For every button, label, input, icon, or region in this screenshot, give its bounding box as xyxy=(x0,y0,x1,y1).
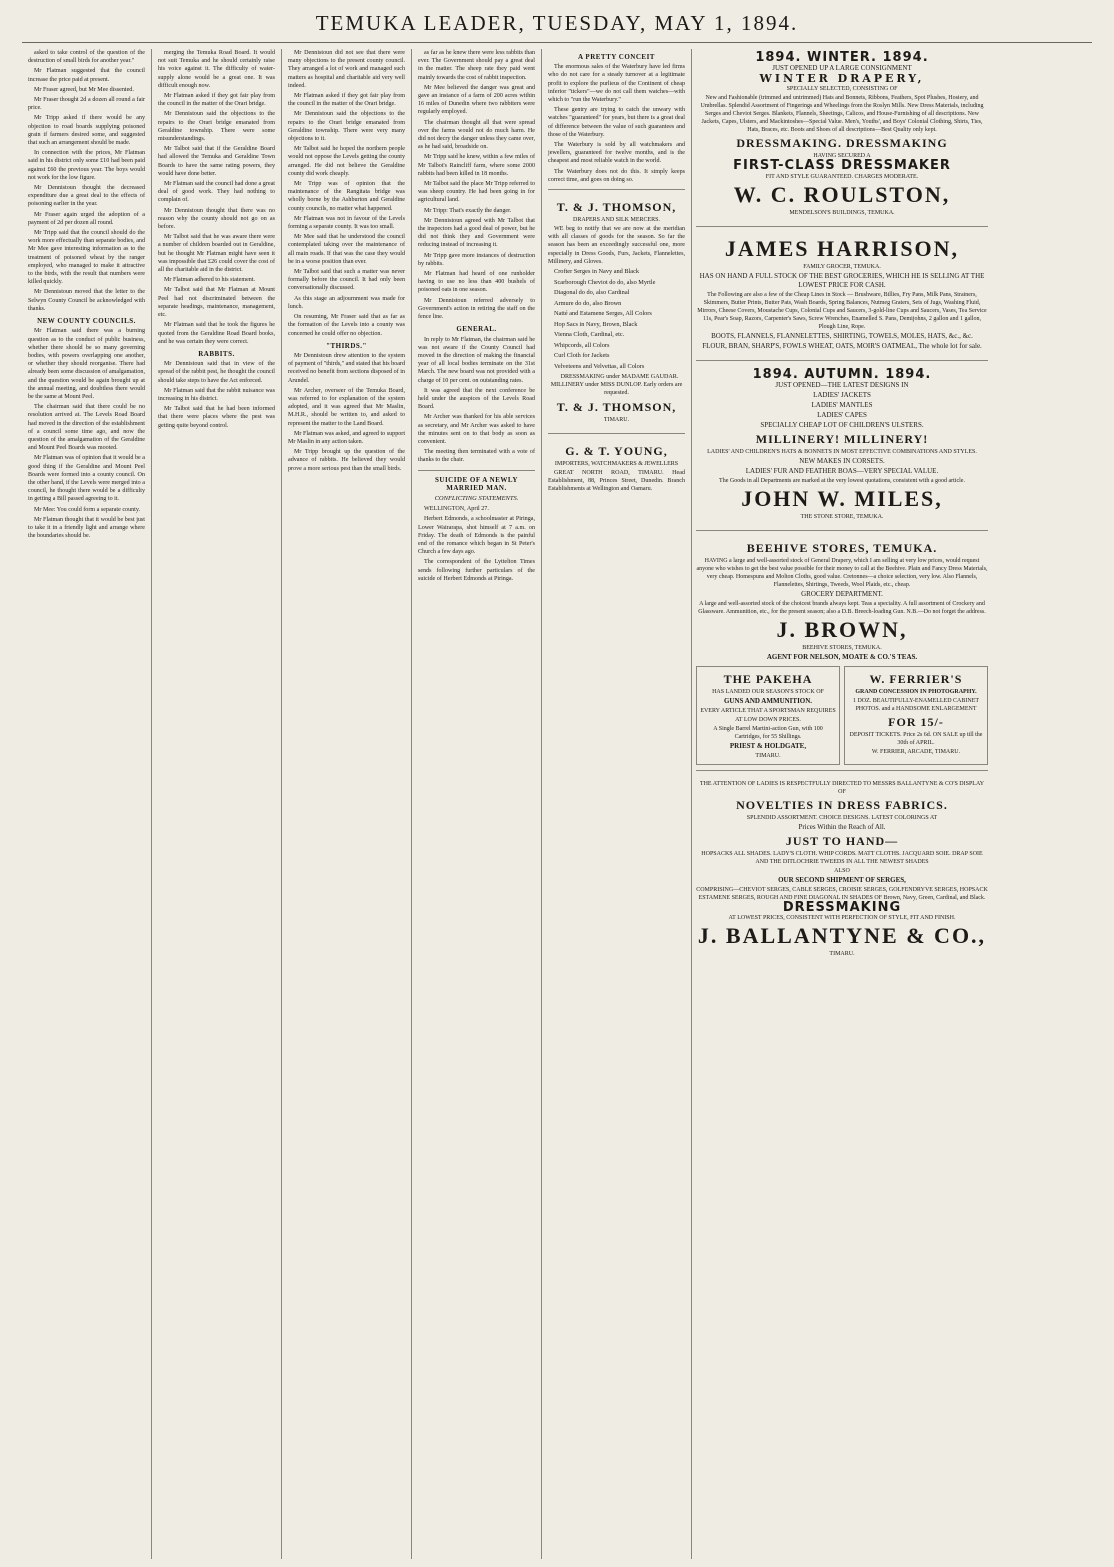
ferrier-sub: GRAND CONCESSION IN PHOTOGRAPHY. xyxy=(855,688,977,695)
col3b-body xyxy=(288,352,405,473)
paragraph: Whipcords, all Colors xyxy=(554,341,610,349)
autumn-lead: JUST OPENED—THE LATEST DESIGNS IN xyxy=(775,380,909,389)
hand-body: HOPSACKS ALL SHADES. LADY'S CLOTH. WHIP CORDS. MATT CLOTHS. JACQUARD SOIE. DRAP SOIE AND THE DITLOCHRIE TWEEDS IN ALL THE NEWEST SHADES xyxy=(701,850,983,865)
col4-subheading: CONFLICTING STATEMENTS. xyxy=(434,494,519,502)
paragraph: The Waterbury does not do this. It simply keeps correct time, and goes on doing so. xyxy=(548,168,685,183)
col1-body xyxy=(28,49,145,313)
col2-heading: RABBITS. xyxy=(198,349,235,358)
paragraph: Mr Tripp gave more instances of destruction by rabbits. xyxy=(418,252,535,267)
paragraph: In reply to Mr Flatman, the chairman said he was not aware if the County Council had moved in the direction of making the financial year of all local bodies terminate on the 31st March. The new board was not provided with a charge of 10 per cent. on outstanding rates. xyxy=(418,336,535,384)
paragraph: The chairman thought all that were spread over the farms would not do much harm. He did not decry the danger unless they came over, as he had said, broadside on. xyxy=(418,119,535,151)
paragraph: The Waterbury is sold by all watchmakers and jewellers, guaranteed for twelve months, and is the cheapest and most reliable watch in the world. xyxy=(548,142,685,165)
ferrier-deposit: DEPOSIT TICKETS. Price 2s 6d. ON SALE up till the 30th of APRIL. xyxy=(849,731,983,746)
paragraph: asked to take control of the question of the destruction of small birds for another year." xyxy=(28,50,145,65)
beehive-title: BEEHIVE STORES, TEMUKA. xyxy=(746,540,938,555)
paragraph: Mr Dennistoun agreed with Mr Talbot that the inspectors had a good deal of power, but he did not think they and Government were reducing instead of increasing it. xyxy=(418,217,535,249)
col4-heading: GENERAL. xyxy=(456,325,497,334)
paragraph: Mr Tripp asked if there would be any objection to road boards supplying poisoned grain if farmers desired some, and suggested that such an arrangement should be made. xyxy=(28,115,145,147)
young-ad xyxy=(548,439,685,499)
news-column-1 xyxy=(22,49,152,1559)
divider xyxy=(696,360,988,361)
paragraph: Mr Fraser agreed, but Mr Mee dissented. xyxy=(34,86,134,93)
divider xyxy=(696,226,988,227)
news-column-5 xyxy=(542,49,692,1559)
ferrier-sign: W. FERRIER, ARCADE, TIMARU. xyxy=(871,748,961,755)
corsets-line: NEW MAKES IN CORSETS. xyxy=(799,456,885,465)
dressmaking-sub: HAVING SECURED A xyxy=(813,153,871,160)
news-column-3 xyxy=(282,49,412,1559)
paragraph: Mr Dennistoun said the objections to the repairs to the Orari bridge emanated from Geraldine township. There were very many objections to it. xyxy=(288,111,405,143)
pakeha-guns: GUNS AND AMMUNITION. xyxy=(723,696,813,705)
ballantyne-title: NOVELTIES IN DRESS FABRICS. xyxy=(736,797,948,812)
paragraph: Mr Dennistoun moved that the letter to the Selwyn County Council be acknowledged with thanks. xyxy=(28,289,145,312)
paragraph: Scarborough Cheviot do do, also Myrtle xyxy=(554,278,656,286)
paragraph: Mr Archer, overseer of the Temuka Board, was referred to for explanation of the system adopted, and it was agreed that Mr Maslin, M.H.R., should be written to, and asked to represent the matter to the Land Board. xyxy=(288,387,405,427)
paragraph: Mr Tripp: That's exactly the danger. xyxy=(424,207,512,214)
paragraph: Mr Talbot said that such a matter was never formally before the council. It had only been conversationally discussed. xyxy=(288,269,405,292)
paragraph: The correspondent of the Lyttelton Times sends following further particulars of the suicide of Herbert Edmonds at Piringa. xyxy=(418,559,535,582)
col3-heading: "THIRDS." xyxy=(326,341,367,350)
paragraph: Mr Dennistoun thought that there was no reason why the county should not go on as before. xyxy=(158,207,275,231)
thomson-sub-2: TIMARU. xyxy=(603,416,630,423)
pakeha-ferrier-row xyxy=(696,666,988,765)
ballantyne-ad xyxy=(696,776,988,962)
paragraph: Mr Flatman was of opinion that it would be a good thing if the Geraldine and Mount Peel Boards were formed into a county council. On the other hand, if the Levels were merged into a council, he thought there would be a difficulty in getting a Bill passed agreeing to it. xyxy=(28,455,145,503)
ballantyne-sub: SPLENDID ASSORTMENT. CHOICE DESIGNS. LATEST COLORINGS AT xyxy=(746,814,938,821)
masthead: TEMUKA LEADER, TUESDAY, MAY 1, 1894. xyxy=(22,10,1092,43)
paragraph: The enormous sales of the Waterbury have led firms who do not care for a steady turnover at a legitimate profit to explore the purlieus of the Continent of cheap inferior "tickers"—we do not call them watches—with which to "run the Waterbury." xyxy=(548,64,685,104)
ferrier-price: FOR 15/- xyxy=(888,714,944,729)
grocery-title: GROCERY DEPARTMENT. xyxy=(801,589,883,598)
col2-body xyxy=(158,49,275,346)
paragraph: Mr Archer was thanked for his able services as secretary, and Mr Archer was asked to have the minutes sent on to that body as soon as convenient. xyxy=(418,414,535,445)
dressmaker-banner: FIRST-CLASS DRESSMAKER xyxy=(733,158,951,174)
just-to-hand: JUST TO HAND— xyxy=(785,833,899,848)
paragraph: Herbert Edmonds, a schoolmaster at Piringa, Lower Wairarapa, shot himself at 7 a.m. on Friday. The death of Edmonds is the painful end of the romance which began in St Peter's Church a few days ago. xyxy=(418,516,535,556)
ballantyne-prices: Prices Within the Reach of All. xyxy=(798,822,886,831)
divider xyxy=(548,189,685,190)
paragraph: On resuming, Mr Fraser said that as far as the formation of the Levels into a county was concerned he could offer no objection. xyxy=(288,314,405,337)
ballantyne-lead: THE ATTENTION OF LADIES IS RESPECTFULLY DIRECTED TO MESSRS BALLANTYNE & CO'S DISPLAY OF xyxy=(699,780,985,795)
paragraph: SPECIALLY CHEAP LOT OF CHILDREN'S ULSTERS. xyxy=(760,420,924,429)
young-title: G. & T. YOUNG, xyxy=(565,443,668,458)
roulston-address: MENDELSON'S BUILDINGS, TEMUKA. xyxy=(789,209,895,216)
paragraph: Mr Flatman suggested that the council increase the price paid at present. xyxy=(28,68,145,83)
young-sub: IMPORTERS, WATCHMAKERS & JEWELLERS xyxy=(554,460,679,467)
thomson-dressmaking: DRESSMAKING under MADAME GAUDAR. MILLINERY under MISS DUNLOP. Early orders are requested. xyxy=(550,374,683,397)
news-column-4 xyxy=(412,49,542,1559)
paragraph: Mr Tripp was of opinion that the maintenance of the Rangitata bridge was wholly borne by the Ashburton and Geraldine county councils, no matter what happened. xyxy=(288,181,405,212)
paragraph: Mr Flatman was not in favour of the Levels forming a separate county. It was too small. xyxy=(288,215,405,231)
divider xyxy=(418,470,535,471)
divider xyxy=(548,433,685,434)
millinery-title: MILLINERY! MILLINERY! xyxy=(755,431,929,446)
winter-lead: JUST OPENED UP A LARGE CONSIGNMENT xyxy=(772,64,912,73)
ballantyne-name: J. BALLANTYNE & CO., xyxy=(697,923,987,949)
harrison-sub: FAMILY GROCER, TEMUKA. xyxy=(803,263,881,270)
paragraph: Diagonal do do, also Cardinal xyxy=(554,289,630,297)
divider xyxy=(696,530,988,531)
paragraph: LADIES' JACKETS xyxy=(813,390,871,399)
grocery-body: A large and well-assorted stock of the choicest brands always kept. Teas a speciality. A full assortment of Crockery and Glassware. Ammunition, etc., for the present season; also a D.B. Breech-loading Gun. N.B.—Do not forget the address. xyxy=(698,600,986,615)
thomson-title-2: T. & J. THOMSON, xyxy=(556,399,677,414)
miles-sub: THE STONE STORE, TEMUKA. xyxy=(800,513,884,520)
pakeha-rifle: A Single Barrel Martini-action Gun, with 100 Cartridges, for 55 Shillings. xyxy=(713,725,823,740)
col1b-body xyxy=(28,327,145,540)
paragraph: Natté and Estamene Serges, All Colors xyxy=(554,310,652,318)
pakeha-every: EVERY ARTICLE THAT A SPORTSMAN REQUIRES xyxy=(700,707,836,714)
brown-sub: BEEHIVE STORES, TEMUKA. xyxy=(802,644,882,651)
priest-address: TIMARU. xyxy=(755,752,781,759)
serges-body: COMPRISING—CHEVIOT SERGES, CABLE SERGES, CROISIE SERGES, GOLFENDRYVE SERGES, HOPSACK ESTAMENE SERGES, ROUGH AND FINE DIAGONAL IN SHADES OF Brown, Navy, Green, Cardinal, and Black. xyxy=(696,886,988,901)
thomson-ad xyxy=(548,195,685,428)
dressmaking-title: DRESSMAKING. DRESSMAKING xyxy=(736,136,948,151)
paragraph: Vienna Cloth, Cardinal, etc. xyxy=(554,331,625,339)
paragraph: Mr Talbot said the place Mr Tripp referred to was sheep country. He had been going in for agricultural land. xyxy=(418,181,535,204)
paragraph: merging the Temuka Road Board. It would not suit Temuka and he should certainly raise his voice against it. The difficulty of water-supply alone would be a great one. It was difficult enough now. xyxy=(158,50,275,89)
beehive-ad xyxy=(696,536,988,666)
paragraph: Mr Flatman thought that it would be best just to take it in a friendly light and arrange where the boundaries should be. xyxy=(28,516,145,540)
also-label: ALSO xyxy=(834,867,850,874)
paragraph: Mr Talbot said that he had been informed that there were places where the pest was getting quite beyond control. xyxy=(158,406,275,429)
paragraph: WELLINGTON, April 27. xyxy=(424,506,489,513)
autumn-header: 1894. AUTUMN. 1894. xyxy=(752,366,932,382)
paragraph: It was agreed that the next conference be held under the auspices of the Levels Road Board. xyxy=(418,387,535,411)
harrison-ad xyxy=(696,232,988,355)
paragraph: Mr Talbot said that he was aware there were a number of children boarded out in Geraldine, but he thought Mr Flatman might have seen it was impossible that £26 could cover the cost of all the charitable aid in the district. xyxy=(158,234,275,274)
thomson-sub: DRAPERS AND SILK MERCERS. xyxy=(572,217,661,224)
paragraph: Mr Flatman asked if they got fair play from the council in the matter of the Orari bridge. xyxy=(288,93,405,108)
paragraph: Mr Flatman asked if they got fair play from the council in the matter of the Orari bridge. xyxy=(158,93,275,108)
beehive-body: HAVING a large and well-assorted stock of General Drapery, which I am selling at very low prices, would request anyone who wishes to get the best value possible for their money to call at the Beehive. Plain and Fancy Dress Materials, very cheap. Homespuns and Molton Cloths, good value. Cretonnes—a choice selection, very low. Also Flannels, Flannelettes, Shirtings, Tweeds, Wool Plaids, etc., cheap. xyxy=(696,557,988,588)
col4c-body xyxy=(418,505,535,583)
paragraph: Mr Fraser thought 2d a dozen all round a fair price. xyxy=(28,97,145,112)
thomson-body: WE beg to notify that we are now at the meridian with all classes of goods for the season. So far the season has been an exceedingly successful one, more especially in Dress Goods, Furs, Jackets, Flannelettes, Millinery, and Gloves. xyxy=(548,226,685,265)
paragraph: Mr Mee believed the danger was great and gave an instance of a farm of 200 acres within 16 miles of Dunedin where two rabbiters were regularly employed. xyxy=(418,84,535,116)
dressmaking-fit: FIT AND STYLE GUARANTEED. CHARGES MODERATE. xyxy=(765,173,919,180)
paragraph: Mr Talbot said that Mr Flatman at Mount Peel had not discriminated between the separate headings, maintenance, management, etc. xyxy=(158,287,275,319)
ferrier-body: 1 DOZ. BEAUTIFULLY-ENAMELLED CABINET PHOTOS. and a HANDSOME ENLARGEMENT xyxy=(852,697,980,712)
autumn-lines xyxy=(696,391,988,430)
serges-title: OUR SECOND SHIPMENT OF SERGES, xyxy=(778,875,906,884)
winter-ad xyxy=(696,49,988,221)
col5-heading: A PRETTY CONCEIT xyxy=(578,53,655,61)
goods-note: The Goods in all Departments are marked at the very lowest quotations, consistent with a good article. xyxy=(719,477,965,484)
paragraph: Velveteens and Velvettas, all Colors xyxy=(554,362,645,370)
paragraph: The meeting then terminated with a vote of thanks to the chair. xyxy=(418,449,535,464)
paragraph: Mr Mee said that he understood the council contemplated taking over the maintenance of all main roads. If that was the case they would be in a worse position than ever. xyxy=(288,234,405,265)
paragraph: Mr Dennistoun did not see that there were many objections to the present county council. They arranged a lot of work and managed such matters as hospital and charitable aid very well indeed. xyxy=(288,50,405,89)
paragraph: Mr Flatman said the council had done a great deal of good work. They had nothing to complain of. xyxy=(158,181,275,204)
paragraph: Mr Fraser again urged the adoption of a payment of 2d per dozen all round. xyxy=(28,211,145,226)
paragraph: as far as he knew there were less rabbits than ever. The Government should pay a great deal in the matter. The sheep rate they paid went mainly towards the cost of rabbit inspection. xyxy=(418,50,535,81)
millinery-body: LADIES' AND CHILDREN'S HATS & BONNETS IN MOST EFFECTIVE COMBINATIONS AND STYLES. xyxy=(707,448,977,455)
autumn-ad xyxy=(696,366,988,525)
paragraph: Mr Dennistoun said the objections to the repairs to the Orari bridge emanated from Geraldine township. There were some misunderstandings. xyxy=(158,111,275,143)
paragraph: Hop Sacs in Navy, Brown, Black xyxy=(554,320,638,328)
paragraph: Mr Tripp said he knew, within a few miles of Mr Talbot's Raincliff farm, where some 2000 rabbits had been killed in 18 months. xyxy=(418,154,535,177)
paragraph: These gentry are trying to catch the unwary with watches "guaranteed" for years, but there is a great deal of difference between the value of such guarantees and those of the Waterbury. xyxy=(548,107,685,138)
winter-header: 1894. WINTER. 1894. xyxy=(755,50,929,65)
paragraph: The chairman said that there could be no resolution arrived at. The Levels Road Board had moved in the direction of the establishment of a council some time ago, and now the question of the amalgamation of the Geraldine and Mount Peel Boards was mooted. xyxy=(28,404,145,452)
col4b-body xyxy=(418,336,535,465)
paragraph: Crofter Serges in Navy and Black xyxy=(554,268,640,276)
advertisement-column xyxy=(692,49,992,1559)
paragraph: Mr Dennistoun thought the decreased expenditure due a great deal to the effects of poisoning earlier in the year. xyxy=(28,185,145,208)
paragraph: Armure do do, also Brown xyxy=(554,299,622,307)
pakeha-low: AT LOW DOWN PRICES. xyxy=(735,716,801,723)
winter-sub: SPECIALLY SELECTED, CONSISTING OF xyxy=(786,86,898,93)
priest-name: PRIEST & HOLDGATE, xyxy=(729,741,807,750)
brown-agent: AGENT FOR NELSON, MOATE & CO.'S TEAS. xyxy=(766,652,918,661)
dressmaking-banner: DRESSMAKING xyxy=(782,899,902,915)
furs-line: LADIES' FUR AND FEATHER BOAS—VERY SPECIAL VALUE. xyxy=(745,466,939,475)
paragraph: Mr Talbot said he hoped the northern people would not oppose the Levels getting the county arranged. He did not believe the Geraldine county did work cheaply. xyxy=(288,146,405,177)
col2b-body xyxy=(158,360,275,430)
young-body: GREAT NORTH ROAD, TIMARU. Head Establishment, 88, Princes Street, Dunedin. Branch Establishments at Wellington and Oamaru. xyxy=(548,469,685,493)
ferrier-ad xyxy=(844,666,988,765)
divider xyxy=(696,770,988,771)
serges-list xyxy=(548,268,685,371)
col1-heading: NEW COUNTY COUNCILS. xyxy=(37,317,136,326)
paragraph: Mr Dennistoun referred adversely to Government's action in retiring the staff on the fence line. xyxy=(418,297,535,321)
ballantyne-address: TIMARU. xyxy=(829,951,855,958)
paragraph: Mr Dennistoun drew attention to the system of payment of "thirds," and stated that his board received no benefit from sections disposed of in Arundel. xyxy=(288,352,405,384)
col4-body xyxy=(418,49,535,321)
paragraph: Mr Dennistoun said that in view of the spread of the rabbit pest, he thought the council should take steps to have the Act enforced. xyxy=(158,361,275,384)
paragraph: Curl Cloth for Jackets xyxy=(554,352,610,360)
harrison-flour: FLOUR, BRAN, SHARP'S, FOWLS WHEAT, OATS, MOIR'S OATMEAL, The whole lot for sale. xyxy=(702,341,982,350)
harrison-name: JAMES HARRISON, xyxy=(724,235,960,261)
paragraph: Mr Flatman said that the rabbit nuisance was increasing in his district. xyxy=(158,387,275,402)
paragraph: LADIES' CAPES xyxy=(817,410,867,419)
paragraph: Mr Flatman said there was a burning question as to the conduct of public business, whether there should be so many governing bodies, with powers overlapping one another, or whether they should reorganise. There had already been some discussion of amalgamation, and the question would be again brought up at the annual meeting, and doubtless there would be the same at Mount Peel. xyxy=(28,328,145,400)
col4-heading-suicide: SUICIDE OF A NEWLY MARRIED MAN. xyxy=(435,475,518,492)
roulston-name: W. C. ROULSTON, xyxy=(733,181,951,207)
paragraph: As this stage an adjournment was made for lunch. xyxy=(288,295,405,310)
harrison-boots: BOOTS, FLANNELS, FLANNELETTES, SHIRTING, TOWELS, MOLES, HATS, &c., &c. xyxy=(711,331,973,340)
paragraph: Mr Flatman said that he took the figures he quoted from the Geraldine Road Board books, and he was certain they were correct. xyxy=(158,322,275,345)
pakeha-ad xyxy=(696,666,840,765)
miles-name: JOHN W. MILES, xyxy=(741,485,943,511)
col5-body xyxy=(548,63,685,184)
harrison-lead: HAS ON HAND A FULL STOCK OF THE BEST GROCERIES, WHICH HE IS SELLING AT THE LOWEST PRICE FOR CASH. xyxy=(699,271,985,289)
thomson-title: T. & J. THOMSON, xyxy=(556,200,677,215)
ferrier-title: W. FERRIER'S xyxy=(869,671,963,686)
paragraph: Mr Mee: You could form a separate county. xyxy=(34,506,141,513)
paragraph: In connection with the prices, Mr Flatman said in his district only some £10 had been paid against £60 the previous year. The boys would not work for the low figure. xyxy=(28,150,145,181)
harrison-body: The Following are also a few of the Cheap Lines in Stock — Brushware, Billies, Fry Pans, Milk Pans, Strainers, Skimmers, Butter Prints, Butter Pats, Wash Boards, Spring Balances, Nutmeg Graters, Sets of Jugs, Washing Fluid, Mirrors, Cheese Covers, Moustache Cups, Colonial Cups and Saucers, 3-gold-line Cups and Saucers, Vases, Tea Service 11s, Pear's Soap, Razors, Carpenter's Saws, Screw Wrenches, Enamelled S. Pans, Demijohns, 2 gallon and 1 gallon, Plough Line, Rope. xyxy=(697,291,987,330)
winter-title: WINTER DRAPERY, xyxy=(759,72,925,86)
pakeha-title: THE PAKEHA xyxy=(723,671,813,686)
pakeha-body: HAS LANDED OUR SEASON'S STOCK OF xyxy=(712,688,824,695)
paragraph: Mr Talbot said that if the Geraldine Board had allowed the Temuka and Geraldine Town Boards to have the same rating powers, they would have done better. xyxy=(158,146,275,177)
news-column-2 xyxy=(152,49,282,1559)
paragraph: Mr Tripp said that the council should do the work more effectually than separate bodies, and Mr Mee gave interesting information as to the treatment of poisoned wheat by the ranger employed, who managed to make it attractive to the birds, with the result that numbers were killed quickly. xyxy=(28,230,145,286)
winter-body: New and Fashionable (trimmed and untrimmed) Hats and Bonnets, Ribbons, Feathers, Spot Plushes, Hosiery, and Umbrellas. Splendid Assortment of Fingerings and Wheelings from the Roslyn Mills. New Dress Materials, including Serges and Cheviot Serges. Blankets, Flannels, Sheetings, Calicos, and House-Furnishing of all descriptions. New Jackets, Capes, Ulsters, and Mackintoshes—Special Value. Men's, Youths', and Boys' Colonial Clothing, Shirts, Ties, Hats, Braces, etc. Boots and Shoes of all descriptions—Best Quality only kept. xyxy=(700,95,984,134)
paragraph: Mr Flatman adhered to his statement. xyxy=(164,277,256,284)
paragraph: Mr Flatman had heard of one runholder having to use no less than 400 bushels of poisoned oats in one season. xyxy=(418,271,535,294)
dressmaking-body: AT LOWEST PRICES, CONSISTENT WITH PERFECTION OF STYLE, FIT AND FINISH. xyxy=(728,915,956,922)
paragraph: Mr Tripp brought up the question of the advance of rabbits. He believed they would prove a more serious pest than the small birds. xyxy=(288,449,405,472)
col3-body xyxy=(288,49,405,338)
page-columns xyxy=(22,49,1092,1559)
brown-name: J. BROWN, xyxy=(776,616,908,642)
paragraph: Mr Flatman was asked, and agreed to support Mr Maslin in any action taken. xyxy=(288,430,406,445)
paragraph: LADIES' MANTLES xyxy=(811,400,873,409)
